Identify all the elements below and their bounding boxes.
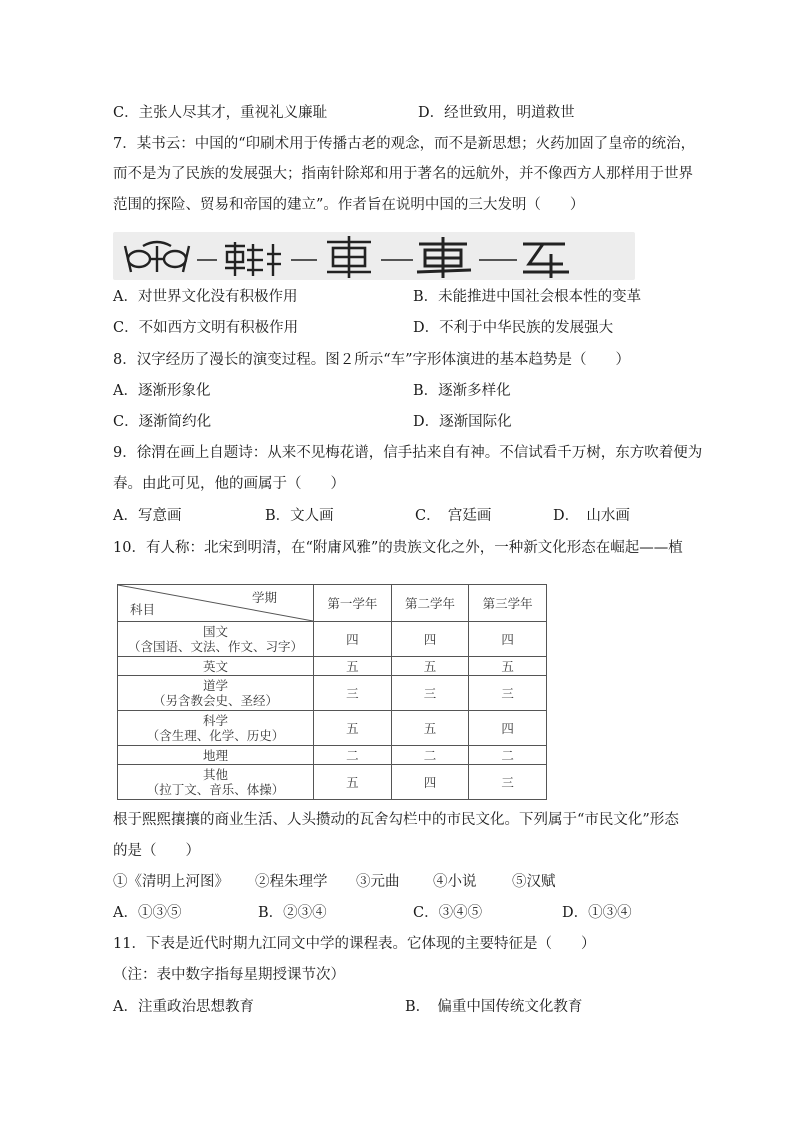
q10-item-5: ⑤汉赋 <box>512 874 556 890</box>
column-header: 第三学年 <box>469 585 547 622</box>
subject-note: （拉丁文、音乐、体操） <box>146 782 285 797</box>
q10-stem-line2: 根于熙熙攘攘的商业生活、人头攒动的瓦舍勾栏中的市民文化。下列属于“市民文化”形态 <box>113 812 679 828</box>
q9-stem-line2: 春。由此可见，他的画属于（ ） <box>113 476 345 492</box>
course-schedule-table <box>117 584 547 800</box>
q10-item-2: ②程朱理学 <box>255 874 328 890</box>
table-row <box>118 622 547 657</box>
column-header: 第二学年 <box>391 585 469 622</box>
q11-note: （注：表中数字指每星期授课节次） <box>113 967 345 983</box>
q11-stem: 11．下表是近代时期九江同文中学的课程表。它体现的主要特征是（ ） <box>113 936 596 952</box>
q8-option-d: D．逐渐国际化 <box>413 414 512 430</box>
table-cell: 五 <box>469 657 547 676</box>
q7-stem-line3: 范围的探险、贸易和帝国的建立”。作者旨在说明中国的三大发明（ ） <box>113 197 585 213</box>
evolution-glyph-3 <box>327 236 371 278</box>
table-row <box>118 765 547 800</box>
table-row <box>118 676 547 711</box>
subject-cell <box>118 657 314 676</box>
table-row <box>118 711 547 746</box>
q7-option-a: A．对世界文化没有积极作用 <box>113 289 298 305</box>
q7-option-c: C．不如西方文明有积极作用 <box>113 320 299 336</box>
table-cell: 二 <box>391 746 469 765</box>
table-cell: 四 <box>469 622 547 657</box>
subject-cell <box>118 676 314 711</box>
subject-note: （含生理、化学、历史） <box>146 728 285 743</box>
q10-item-3: ③元曲 <box>356 874 400 890</box>
table-cell: 三 <box>469 676 547 711</box>
subject-name: 英文 <box>202 658 228 674</box>
evolution-glyph-4 <box>417 237 471 278</box>
subject-note: （另含教会史、圣经） <box>152 693 278 708</box>
evolution-glyph-1 <box>125 242 189 272</box>
q10-option-c: C．③④⑤ <box>413 905 483 921</box>
q6-option-d: D．经世致用，明道救世 <box>418 105 575 121</box>
subject-name: 地理 <box>202 747 228 763</box>
q8-option-a: A．逐渐形象化 <box>113 383 211 399</box>
table-cell: 四 <box>391 622 469 657</box>
subject-name: 科学 <box>202 713 228 728</box>
q10-option-d: D．①③④ <box>562 905 632 921</box>
corner-label-term: 学期 <box>251 590 277 605</box>
subject-cell <box>118 622 314 657</box>
q11-option-a: A．注重政治思想教育 <box>113 999 254 1015</box>
table-cell: 三 <box>469 765 547 800</box>
table-corner-cell <box>118 585 314 622</box>
q8-stem: 8．汉字经历了漫长的演变过程。图２所示“车”字形体演进的基本趋势是（ ） <box>113 352 631 368</box>
q8-option-c: C．逐渐简约化 <box>113 414 212 430</box>
q10-item-4: ④小说 <box>433 874 477 890</box>
table-row <box>118 657 547 676</box>
q7-stem-line1: 7．某书云：中国的“印刷术用于传播古老的观念，而不是新思想；火药加固了皇帝的统治， <box>113 136 696 152</box>
table-cell: 二 <box>314 746 392 765</box>
table-cell: 五 <box>391 657 469 676</box>
q6-option-c: C．主张人尽其才，重视礼义廉耻 <box>113 105 328 121</box>
q7-stem-line2: 而不是为了民族的发展强大；指南针除郑和用于著名的远航外，并不像西方人那样用于世界 <box>113 166 693 182</box>
subject-note: （含国语、文法、作文、习字） <box>127 639 303 654</box>
table-cell: 四 <box>391 765 469 800</box>
q10-stem-line3: 的是（ ） <box>113 843 200 859</box>
table-cell: 四 <box>469 711 547 746</box>
subject-cell <box>118 711 314 746</box>
subject-cell <box>118 746 314 765</box>
q11-option-b: B． 偏重中国传统文化教育 <box>405 999 583 1015</box>
table-cell: 五 <box>391 711 469 746</box>
q7-option-d: D．不利于中华民族的发展强大 <box>413 320 614 336</box>
q10-stem-line1: 10．有人称：北宋到明清，在“附庸风雅”的贵族文化之外，一种新文化形态在崛起——植 <box>113 540 683 556</box>
evolution-glyph-2 <box>225 242 281 276</box>
q10-option-b: B．②③④ <box>258 905 327 921</box>
q9-option-d: D． 山水画 <box>553 508 630 524</box>
q10-item-1: ①《清明上河图》 <box>113 874 229 890</box>
q9-stem-line1: 9．徐渭在画上自题诗：从来不见梅花谱，信手拈来自有神。不信试看千万树，东方吹着便为 <box>113 445 703 461</box>
table-cell: 三 <box>314 676 392 711</box>
che-character-evolution-figure <box>113 232 635 280</box>
subject-name: 国文 <box>202 624 228 639</box>
q7-option-b: B．未能推进中国社会根本性的变革 <box>413 289 642 305</box>
subject-name: 道学 <box>202 678 228 693</box>
table-cell: 四 <box>314 622 392 657</box>
table-cell: 五 <box>314 765 392 800</box>
evolution-glyph-5 <box>523 244 569 278</box>
q8-option-b: B．逐渐多样化 <box>413 383 511 399</box>
column-header: 第一学年 <box>314 585 392 622</box>
table-cell: 二 <box>469 746 547 765</box>
q9-option-b: B．文人画 <box>265 508 334 524</box>
subject-cell <box>118 765 314 800</box>
table-cell: 五 <box>314 657 392 676</box>
q10-option-a: A．①③⑤ <box>113 905 182 921</box>
table-row <box>118 746 547 765</box>
subject-name: 其他 <box>202 767 228 782</box>
q9-option-a: A．写意画 <box>113 508 182 524</box>
corner-label-subject: 科目 <box>130 602 156 617</box>
table-cell: 三 <box>391 676 469 711</box>
q9-option-c: C． 宫廷画 <box>415 508 492 524</box>
table-cell: 五 <box>314 711 392 746</box>
